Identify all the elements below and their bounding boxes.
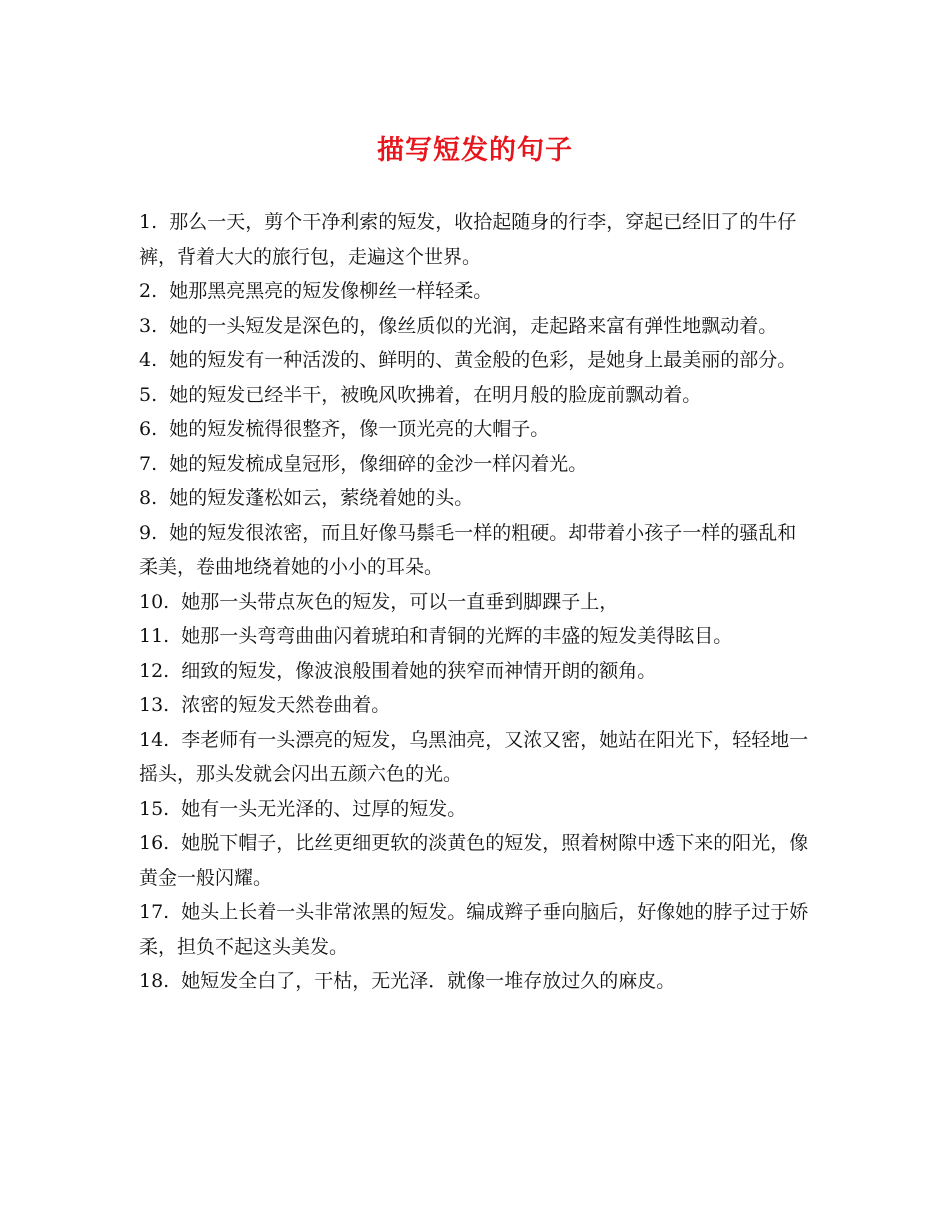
item-text: 她的短发有一种活泼的、鲜明的、黄金般的色彩，是她身上最美丽的部分。 [169,349,797,371]
list-item [139,481,814,516]
list-item [139,585,814,620]
item-text: 浓密的短发天然卷曲着。 [181,694,391,716]
item-number: 7. [139,452,170,475]
item-text: 她脱下帽子，比丝更细更软的淡黄色的短发，照着树隙中透下来的阳光，像黄金一般闪耀。 [139,832,809,889]
list-item [139,343,814,378]
list-item [139,792,814,827]
list-item [139,412,814,447]
item-text: 她那黑亮黑亮的短发像柳丝一样轻柔。 [169,280,493,302]
list-item [139,654,814,689]
item-text: 她的短发梳得很整齐，像一顶光亮的大帽子。 [169,418,550,440]
item-text: 她那一头弯弯曲曲闪着琥珀和青铜的光辉的丰盛的短发美得眩目。 [181,625,733,647]
item-number: 18. [139,970,182,992]
item-text: 她那一头带点灰色的短发，可以一直垂到脚踝子上， [181,590,619,613]
item-number: 16. [139,832,182,854]
item-number: 5. [139,383,170,406]
list-item [139,205,814,274]
item-number: 12. [139,659,182,682]
list-item [139,274,814,309]
item-text: 李老师有一头漂亮的短发，乌黑油亮，又浓又密，她站在阳光下，轻轻地一摇头，那头发就会闪出五颜六色的光。 [139,728,809,785]
list-item [139,964,814,999]
list-item [139,516,814,585]
item-number: 8. [139,487,170,509]
item-number: 13. [139,694,182,716]
item-text: 她头上长着一头非常浓黑的短发。编成辫子垂向脑后，好像她的脖子过于娇柔，担负不起这头美发。 [139,901,809,958]
item-number: 9. [139,521,170,544]
item-text: 她的一头短发是深色的，像丝质似的光润，走起路来富有弹性地飘动着。 [169,314,778,337]
list-item [139,826,814,895]
item-text: 细致的短发，像波浪般围着她的狭窄而神情开朗的额角。 [181,659,657,682]
list-item [139,688,814,723]
item-number: 6. [139,418,170,440]
list-item [139,723,814,792]
item-number: 17. [139,901,182,923]
item-text: 她有一头无光泽的、过厚的短发。 [181,797,467,820]
list-item [139,619,814,654]
list-item [139,895,814,964]
document-title: 描写短发的句子 [377,135,573,166]
item-number: 10. [139,590,182,613]
item-number: 11. [139,625,182,647]
list-item [139,309,814,344]
item-text: 她的短发已经半干，被晚风吹拂着，在明月般的脸庞前飘动着。 [169,383,702,406]
item-text: 那么一天，剪个干净利索的短发，收拾起随身的行李，穿起已经旧了的牛仔裤，背着大大的旅行包，走遍这个世界。 [139,211,797,268]
item-text: 她的短发很浓密，而且好像马鬃毛一样的粗硬。却带着小孩子一样的骚乱和柔美，卷曲地绕着她的小小的耳朵。 [139,521,797,578]
item-number: 4. [139,349,170,371]
item-number: 14. [139,728,182,751]
list-item [139,378,814,413]
item-number: 15. [139,797,182,820]
item-text: 她的短发蓬松如云，萦绕着她的头。 [169,487,474,509]
item-number: 1. [139,211,170,233]
item-number: 3. [139,314,170,337]
sentence-list [139,205,814,999]
item-text: 她的短发梳成皇冠形，像细碎的金沙一样闪着光。 [169,452,588,475]
item-number: 2. [139,280,170,302]
list-item [139,447,814,482]
item-text: 她短发全白了，干枯，无光泽．就像一堆存放过久的麻皮。 [181,970,676,992]
